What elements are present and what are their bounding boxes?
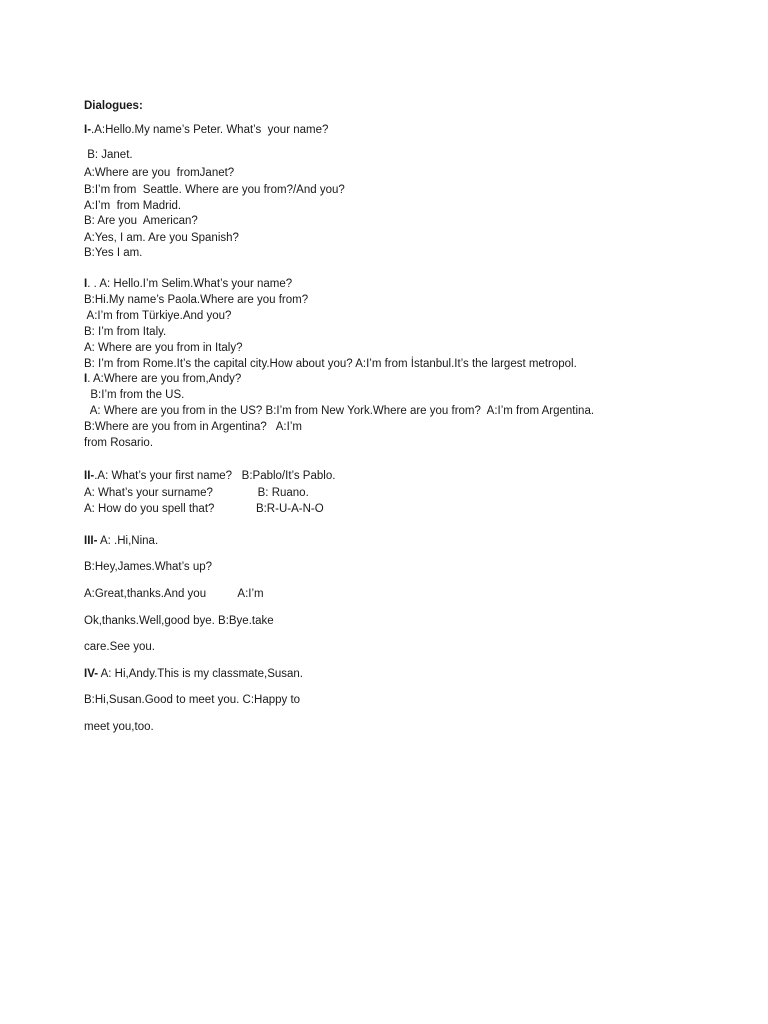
dialogue-line: B:Hey,James.What’s up? (84, 561, 213, 573)
dialogue-line: A:I’m from Madrid. (84, 200, 182, 212)
section-marker: I- (84, 124, 92, 136)
section-marker: I (84, 278, 88, 290)
dialogue-line: B: I’m from Italy. (84, 326, 167, 338)
section-marker: I (84, 373, 88, 385)
dialogue-line: from Rosario. (84, 437, 154, 449)
section-marker: III- (84, 535, 98, 547)
dialogue-line: A: Where are you from in Italy? (84, 342, 243, 354)
dialogue-line: B:Hi,Susan.Good to meet you. C:Happy to (84, 694, 301, 706)
dialogue-line (84, 534, 158, 548)
dialogue-text: . . A: Hello.I’m Selim.What’s your name? (87, 278, 293, 290)
dialogue-text: . A:Where are you from,Andy? (87, 373, 242, 385)
dialogue-line (84, 277, 292, 291)
dialogue-line: A:I’m from Türkiye.And you? (84, 310, 232, 322)
dialogue-text: .A:Hello.My name’s Peter. What’s your name? (91, 124, 329, 136)
dialogue-line (84, 372, 241, 386)
section-marker: II- (84, 470, 95, 482)
dialogue-line: care.See you. (84, 641, 155, 653)
dialogue-line: B: I’m from Rome.It’s the capital city.How about you? A:I’m from İstanbul.It’s the largest metropol. (84, 358, 577, 370)
dialogue-line (84, 469, 335, 483)
dialogue-line: A: How do you spell that? B:R-U-A-N-O (84, 503, 324, 515)
dialogue-line: meet you,too. (84, 721, 154, 733)
dialogue-line: B:Yes I am. (84, 247, 143, 259)
dialogue-line (84, 123, 328, 137)
dialogue-line: B:I’m from Seattle. Where are you from?/And you? (84, 184, 345, 196)
dialogue-text: A: Hi,Andy.This is my classmate,Susan. (98, 668, 304, 680)
dialogue-text: A: .Hi,Nina. (97, 535, 159, 547)
section-marker: IV- (84, 668, 99, 680)
dialogue-line (84, 667, 303, 681)
dialogue-line: Ok,thanks.Well,good bye. B:Bye.take (84, 615, 274, 627)
document-title: Dialogues: (84, 100, 143, 112)
dialogue-text: .A: What’s your first name? B:Pablo/It’s Pablo. (94, 470, 336, 482)
dialogue-line: A:Great,thanks.And you A:I’m (84, 588, 264, 600)
dialogue-line: B:Hi.My name’s Paola.Where are you from? (84, 294, 309, 306)
dialogue-line: A:Where are you fromJanet? (84, 167, 235, 179)
dialogue-line: B:I’m from the US. (84, 389, 185, 401)
dialogue-line: A:Yes, I am. Are you Spanish? (84, 232, 239, 244)
dialogue-line: A: What’s your surname? B: Ruano. (84, 487, 309, 499)
dialogue-line: B: Janet. (84, 149, 133, 161)
dialogue-line: A: Where are you from in the US? B:I’m from New York.Where are you from? A:I’m from Argentina. (84, 405, 595, 417)
dialogue-line: B: Are you American? (84, 215, 198, 227)
dialogue-line: B:Where are you from in Argentina? A:I’m (84, 421, 302, 433)
